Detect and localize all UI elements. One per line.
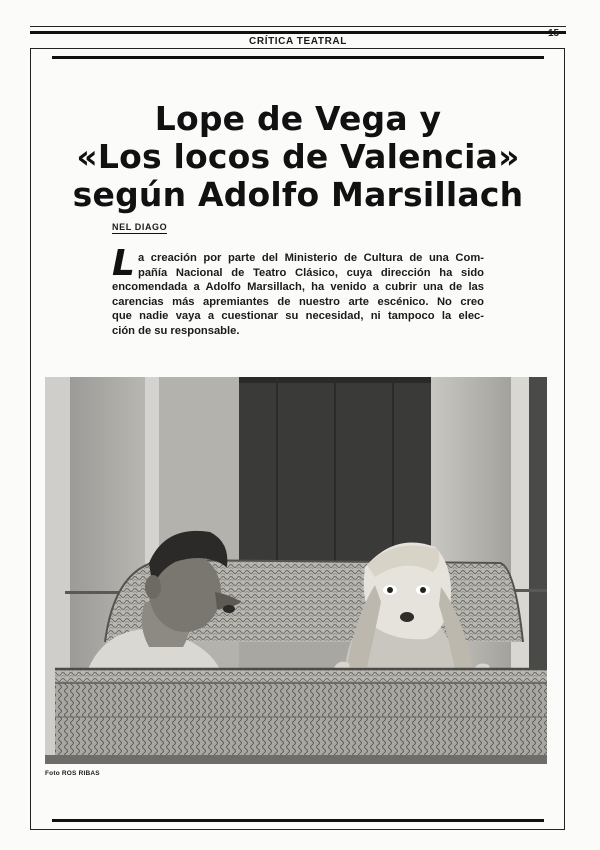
lead-line: a creación por parte del Ministerio de Cultura de una Com- [138,252,484,264]
drop-cap: L [112,243,135,284]
section-title: CRÍTICA TEATRAL [249,36,347,47]
title-line-1: Lope de Vega y [154,99,442,138]
stage-photo [45,377,547,764]
photo-credit: Foto ROS RIBAS [45,770,100,777]
lead-paragraph [112,251,484,339]
page-number: 15 [548,28,560,39]
stage-photo-illustration [45,377,547,764]
header-rule-thick [30,31,566,34]
frame-rule-bottom [52,819,544,822]
lead-line: pañía Nacional de Teatro Clásico, cuya dirección ha sido [138,266,484,279]
lead-line: carencias más apremiantes de nuestro arte escénico. No creo [112,295,484,308]
lead-line: ción de su responsable. [112,324,240,337]
author-byline: NEL DIAGO [112,222,168,232]
title-line-3: según Adolfo Marsillach [72,175,524,214]
frame-rule-top [52,56,544,59]
lead-line: que nadie vaya a cuestionar su necesidad, ni tampoco la elec- [112,310,484,323]
title-line-2: «Los locos de Valencia» [76,137,520,176]
article-title [40,100,556,214]
header-rule-thin [30,26,566,27]
lead-line: encomendada a Adolfo Marsillach, ha venido a cubrir una de las [112,281,484,294]
